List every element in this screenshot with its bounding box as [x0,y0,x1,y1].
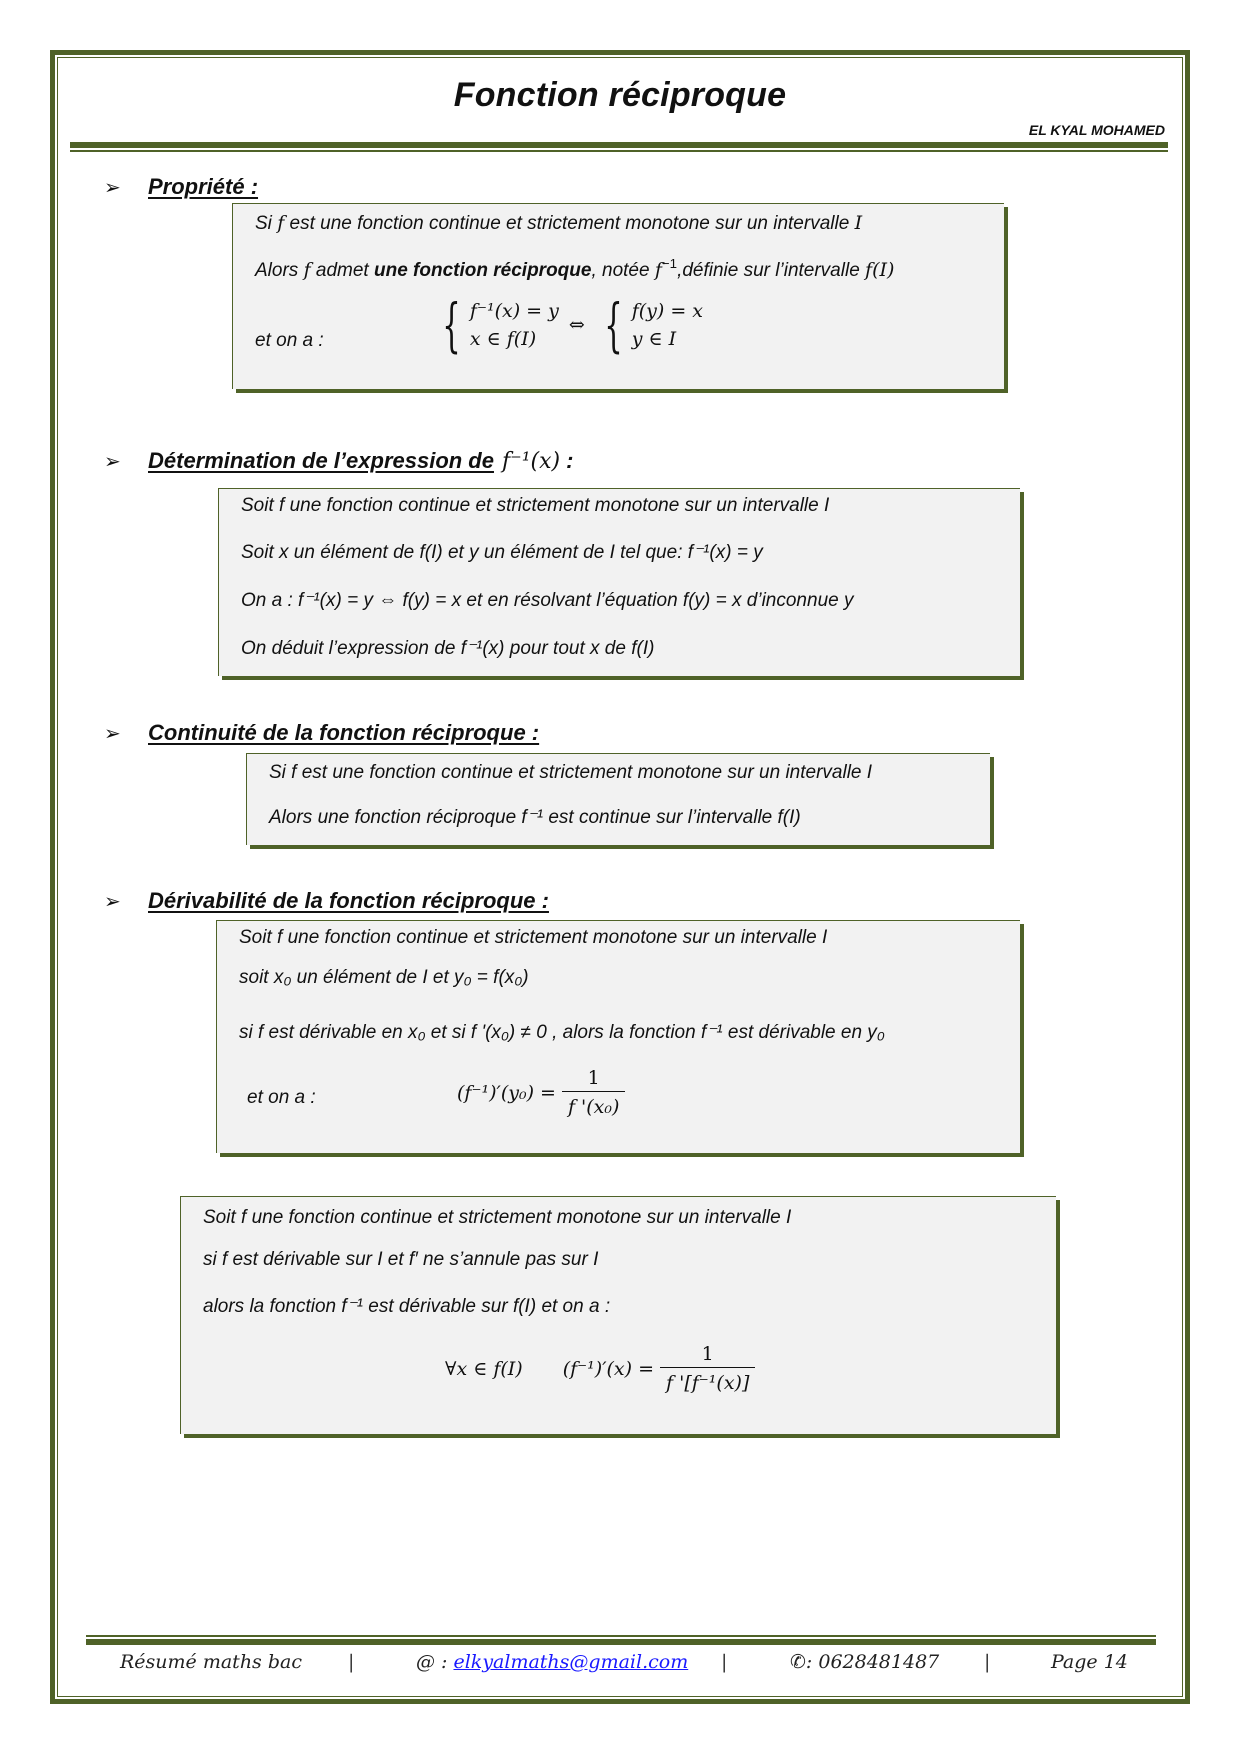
determination-line-3: On a : f⁻¹(x) = y ⇔ f(y) = x et en résolvant l’équation f(y) = x d’inconnue y [241,590,854,611]
derivability-formula: (f⁻¹)′(y₀) = $\frac{1}{\text{f '(x₀)}}$ [457,1067,625,1118]
derivability-line-1: Soit f une fonction continue et strictement monotone sur un intervalle I [239,927,828,948]
header-rule [70,142,1168,152]
global-derivability-formula: ∀x ∈ f(I) (f⁻¹)′(x) = $\frac{1}{\text{f '[f⁻¹(x)]}}$ [445,1343,755,1394]
arrow-bullet-icon: ➢ [104,723,121,745]
global-derivability-line-2: si f est dérivable sur I et f′ ne s’annule pas sur I [203,1249,599,1270]
determination-line-4: On déduit l’expression de f⁻¹(x) pour tout x de f(I) [241,638,655,659]
property-equivalence: { f⁻¹(x) = y x ∈ f(I) ⇔ { f(y) = x y ∈ I [442,291,703,359]
continuity-line-1: Si f est une fonction continue et strictement monotone sur un intervalle I [269,762,873,783]
footer-separator: | [984,1651,991,1673]
determination-line-2: Soit x un élément de f(I) et y un élément de I tel que: f⁻¹(x) = y [241,542,763,563]
arrow-bullet-icon: ➢ [104,177,121,199]
author-name: EL KYAL MOHAMED [1028,122,1165,138]
footer-separator: | [721,1651,728,1673]
arrow-bullet-icon: ➢ [104,891,121,913]
global-derivability-box [180,1196,1056,1434]
determination-line-1: Soit f une fonction continue et strictement monotone sur un intervalle I [241,495,830,516]
section-heading-continuite: ➢ Continuité de la fonction réciproque : [104,720,540,745]
arrow-bullet-icon: ➢ [104,451,121,473]
footer-separator: | [348,1651,355,1673]
footer-rule [86,1635,1156,1645]
footer-doc-label: Résumé maths bac [120,1651,302,1673]
global-derivability-line-1: Soit f une fonction continue et strictement monotone sur un intervalle I [203,1207,792,1228]
derivability-line-3: si f est dérivable en x₀ et si f '(x₀) ≠ 0 , alors la fonction f⁻¹ est dérivable en y₀ [239,1022,885,1043]
derivability-line-4-label: et on a : [247,1087,316,1108]
phone-icon: ✆ [790,1651,806,1673]
determination-box [218,488,1020,676]
page-title: Fonction réciproque [453,76,787,114]
section-heading-propriete: ➢ Propriété : [104,174,259,199]
section-heading-determination: ➢ Détermination de l’expression de f⁻¹(x) : [104,448,574,474]
derivability-line-2: soit x₀ un élément de I et y₀ = f(x₀) [239,967,529,988]
continuity-box [246,753,990,845]
property-line-1: Si f est une fonction continue et strictement monotone sur un intervalle I [255,212,863,234]
footer-page-number: Page 14 [1051,1651,1128,1673]
property-line-3-label: et on a : [255,330,324,351]
continuity-line-2: Alors une fonction réciproque f⁻¹ est continue sur l’intervalle f(I) [269,807,801,828]
global-derivability-line-3: alors la fonction f⁻¹ est dérivable sur f(I) et on a : [203,1296,611,1317]
property-box [232,203,1004,389]
section-heading-derivabilite: ➢ Dérivabilité de la fonction réciproque : [104,888,549,913]
email-link[interactable]: elkyalmaths@gmail.com [453,1651,689,1673]
footer-email-block: @ : elkyalmaths@gmail.com [416,1651,689,1673]
footer-phone-block: ✆: 0628481487 [790,1651,940,1673]
property-line-2: Alors f admet une fonction réciproque, notée $f^{-1},définie$ sur l’intervalle f(I) [255,256,895,281]
derivability-box [216,920,1020,1153]
